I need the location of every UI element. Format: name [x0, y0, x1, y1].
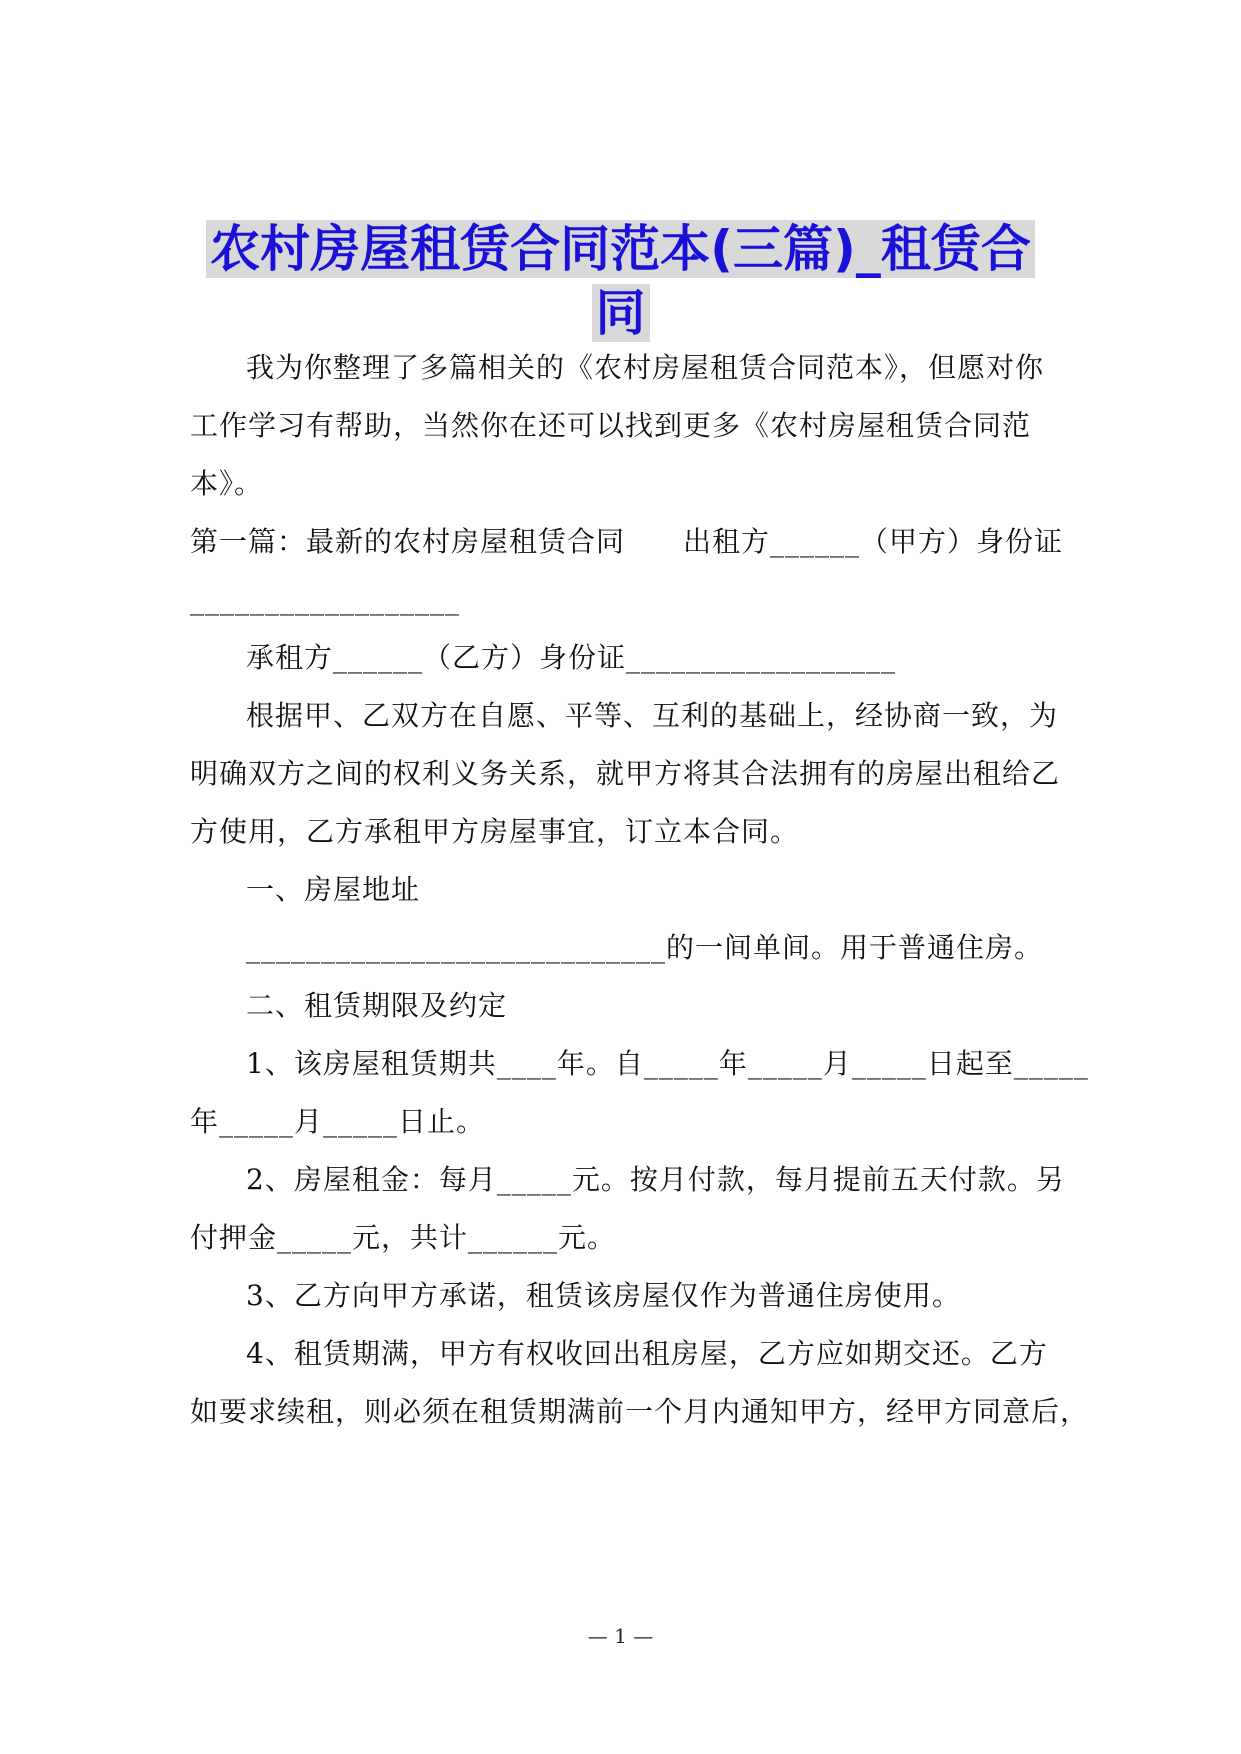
body-line: 工作学习有帮助，当然你在还可以找到更多《农村房屋租赁合同范: [190, 409, 1032, 442]
document-title: [0, 218, 1241, 280]
section-heading-line: 第一篇：最新的农村房屋租赁合同 出租方______（甲方）身份证: [190, 525, 1064, 558]
body-line: 如要求续租，则必须在租赁期满前一个月内通知甲方，经甲方同意后，: [190, 1395, 1090, 1428]
document-title-continued: [0, 282, 1241, 344]
body-line: 根据甲、乙双方在自愿、平等、互利的基础上，经协商一致，为: [246, 699, 1059, 732]
title-line-2: 同: [592, 284, 650, 342]
clause-heading: 一、房屋地址: [246, 873, 421, 906]
body-line: 我为你整理了多篇相关的《农村房屋租赁合同范本》，但愿对你: [246, 351, 1045, 384]
clause-heading: 二、租赁期限及约定: [246, 989, 508, 1022]
body-line: 年_____月_____日止。: [190, 1105, 486, 1138]
body-line: 2、房屋租金：每月_____元。按月付款，每月提前五天付款。另: [246, 1163, 1065, 1196]
body-line: 1、该房屋租赁期共____年。自_____年_____月_____日起至_____: [246, 1047, 1089, 1080]
body-line: 方使用，乙方承租甲方房屋事宜，订立本合同。: [190, 815, 800, 848]
body-line: 3、乙方向甲方承诺，租赁该房屋仅作为普通住房使用。: [246, 1279, 961, 1312]
body-line: ____________________________的一间单间。用于普通住房。: [246, 931, 1044, 964]
body-line: 明确双方之间的权利义务关系，就甲方将其合法拥有的房屋出租给乙: [190, 757, 1061, 790]
title-line-1: 农村房屋租赁合同范本(三篇)_租赁合: [206, 220, 1035, 278]
page-number: — 1 —: [587, 1624, 654, 1648]
body-line: 本》。: [190, 467, 264, 500]
blank-line: __________________: [190, 583, 460, 616]
body-line: 4、租赁期满，甲方有权收回出租房屋，乙方应如期交还。乙方: [246, 1337, 1048, 1370]
body-line: 承租方______（乙方）身份证__________________: [246, 641, 897, 674]
body-line: 付押金_____元，共计______元。: [190, 1221, 617, 1254]
